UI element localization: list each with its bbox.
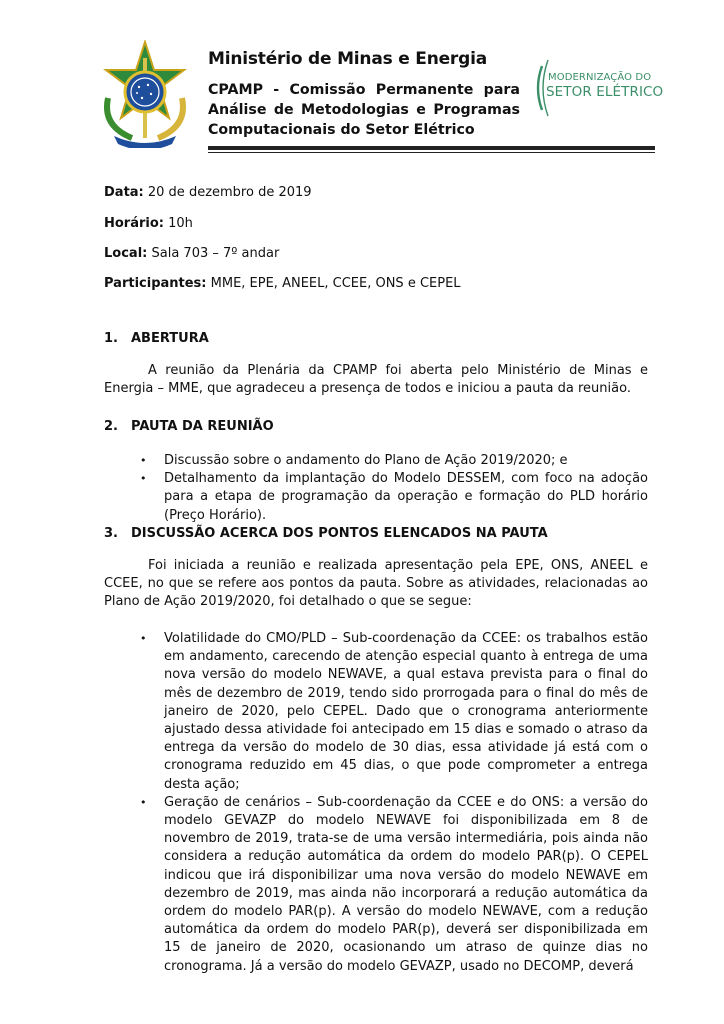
place-value: Sala 703 – 7º andar	[147, 246, 280, 261]
participants-value: MME, EPE, ANEEL, CCEE, ONS e CEPEL	[206, 276, 461, 291]
time-value: 10h	[164, 216, 193, 231]
bullet-icon: •	[140, 632, 147, 645]
section-2-heading	[104, 418, 274, 436]
meta-time	[104, 215, 193, 233]
section-3-heading	[104, 525, 548, 543]
date-value: 20 de dezembro de 2019	[143, 185, 312, 200]
section-1-paragraph	[104, 362, 648, 398]
place-label: Local:	[104, 246, 148, 261]
meta-participants	[104, 275, 461, 293]
logo-line-1: MODERNIZAÇÃO DO	[548, 72, 652, 83]
participants-label: Participantes:	[104, 276, 207, 291]
section-1-number: 1.	[104, 331, 118, 346]
section-2-title: PAUTA DA REUNIÃO	[131, 419, 274, 434]
list-item: • Discussão sobre o andamento do Plano de Ação 2019/2020; e	[140, 452, 648, 470]
date-label: Data:	[104, 185, 144, 200]
section-3-text: Foi iniciada a reunião e realizada apresentação pela EPE, ONS, ANEEL e CCEE, no que se refere aos pontos da pauta. Sobre as atividades, relacionadas ao Plano de Ação 2019/2020, foi detalhado o que se segue:	[104, 558, 648, 610]
list-item: • Volatilidade do CMO/PLD – Sub-coordenação da CCEE: os trabalhos estão em andamento, carecendo de atenção especial quanto à entrega de uma nova versão do modelo NEWAVE, a qual estava prevista para o final do mês de dezembro de 2019, tendo sido prorrogada para o final do mês de janeiro de 2020, pelo CEPEL. Dado que o cronograma anteriormente ajustado dessa atividade foi antecipado em 15 dias e somado o atraso da entrega da versão do modelo de 30 dias, essa atividade já está com o cronograma reduzido em 45 dias, o que pode comprometer a entrega desta ação;	[140, 631, 648, 792]
meta-place	[104, 245, 279, 263]
logo-line-2: SETOR ELÉTRICO	[546, 84, 664, 100]
committee-title: CPAMP - Comissão Permanente para Análise de Metodologias e Programas Computacionais do Setor Elétrico	[208, 82, 520, 138]
header-rule-thin	[208, 152, 655, 153]
ministry-title: Ministério de Minas e Energia	[208, 49, 487, 69]
section-1-heading	[104, 330, 209, 348]
meta-date	[104, 184, 312, 202]
activities-list	[140, 630, 648, 976]
section-1-text: A reunião da Plenária da CPAMP foi aberta pelo Ministério de Minas e Energia – MME, que agradeceu a presença de todos e iniciou a pauta da reunião.	[104, 363, 648, 397]
bullet-icon: •	[140, 795, 147, 809]
header-text	[208, 48, 520, 140]
section-3-title: DISCUSSÃO ACERCA DOS PONTOS ELENCADOS NA PAUTA	[131, 526, 548, 541]
section-3-number: 3.	[104, 526, 118, 541]
time-label: Horário:	[104, 216, 164, 231]
section-2-number: 2.	[104, 419, 118, 434]
bullet-icon: •	[140, 454, 147, 467]
section-3-paragraph	[104, 557, 648, 612]
section-1-title: ABERTURA	[131, 331, 209, 346]
list-item: • Geração de cenários – Sub-coordenação da CCEE e do ONS: a versão do modelo GEVAZP do modelo NEWAVE foi disponibilizada em 8 de novembro de 2019, trata-se de uma versão intermediária, pois ainda não considera a redução automática da ordem do modelo PAR(p). O CEPEL indicou que irá disponibilizar uma nova versão do modelo NEWAVE em dezembro de 2019, mas ainda não incorporará a redução automática da ordem do modelo PAR(p). A versão do modelo NEWAVE, com a redução automática da ordem do modelo PAR(p), deverá ser disponibilizada em 15 de janeiro de 2020, ocasionando um atraso de quinze dias no cronograma. Já a versão do modelo GEVAZP, usado no DECOMP, deverá	[140, 794, 648, 974]
list-item: • Detalhamento da implantação do Modelo DESSEM, com foco na adoção para a etapa de programação da operação e formação do PLD horário (Preço Horário).	[140, 471, 648, 523]
brazil-coat-of-arms-icon	[92, 40, 198, 148]
bullet-icon: •	[140, 472, 147, 486]
header-rule	[208, 146, 655, 150]
agenda-list	[140, 452, 648, 525]
